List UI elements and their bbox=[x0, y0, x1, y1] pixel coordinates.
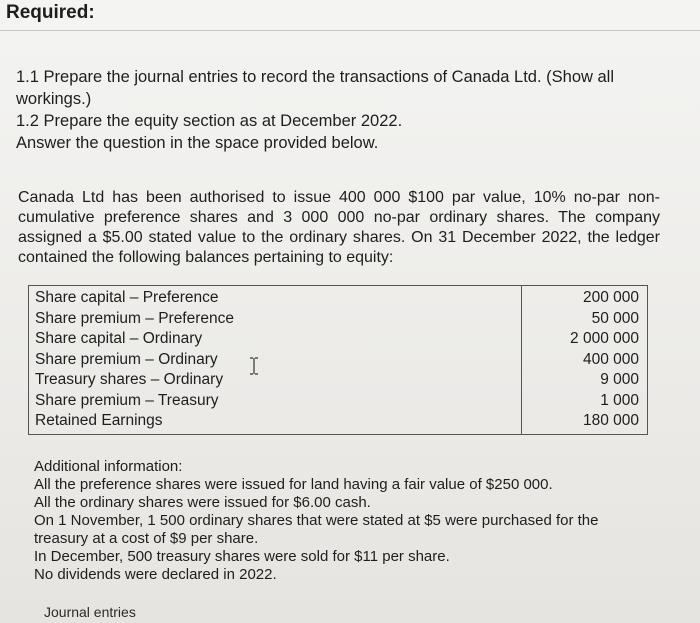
answer-instruction: Answer the question in the space provided below. bbox=[16, 134, 379, 152]
additional-title: Additional information: bbox=[34, 458, 183, 475]
question-1-2: 1.2 Prepare the equity section as at December 2022. bbox=[16, 112, 403, 130]
header-divider bbox=[0, 30, 700, 31]
ledger-table bbox=[28, 285, 648, 435]
question-1-1: 1.1 Prepare the journal entries to record the transactions of Canada Ltd. (Show all workings.) bbox=[16, 68, 615, 108]
ledger-amount: 2 000 000 bbox=[570, 330, 639, 347]
ledger-amount: 180 000 bbox=[582, 412, 639, 429]
additional-line: All the ordinary shares were issued for $6.00 cash. bbox=[34, 494, 371, 511]
additional-line: In December, 500 treasury shares were sold for $11 per share. bbox=[34, 548, 450, 565]
additional-line: All the preference shares were issued for land having a fair value of $250 000. bbox=[34, 476, 553, 493]
ledger-account: Share premium – Ordinary bbox=[35, 350, 218, 368]
ledger-row bbox=[29, 286, 648, 435]
required-heading: Required: bbox=[6, 2, 95, 23]
additional-information bbox=[34, 458, 634, 584]
ledger-amount: 50 000 bbox=[591, 309, 639, 327]
ledger-account: Share premium – Treasury bbox=[35, 391, 219, 409]
ledger-amounts-cell bbox=[522, 286, 648, 435]
ledger-account: Treasury shares – Ordinary bbox=[35, 371, 224, 388]
ledger-account: Retained Earnings bbox=[35, 412, 163, 429]
ledger-account: Share capital – Preference bbox=[35, 289, 219, 306]
intro-paragraph: Canada Ltd has been authorised to issue 400 000 $100 par value, 10% no-par non-cumulative preference shares and 3 000 000 no-par ordinary shares. The company assigned a $5.00 stated value to the ordinary shares. On 31 December 2022, the ledger contained the following balances pertaining to equity: bbox=[18, 189, 660, 266]
questions-block bbox=[16, 66, 676, 154]
additional-line: On 1 November, 1 500 ordinary shares that were stated at $5 were purchased for the treasury at a cost of $9 per share. bbox=[34, 512, 599, 547]
ledger-amount: 1 000 bbox=[600, 391, 639, 409]
ledger-account: Share capital – Ordinary bbox=[35, 330, 203, 347]
ledger-amount: 9 000 bbox=[600, 371, 639, 388]
ledger-amount: 200 000 bbox=[582, 289, 639, 306]
text-cursor-icon bbox=[248, 357, 260, 375]
ledger-account: Share premium – Preference bbox=[35, 309, 235, 327]
additional-line: No dividends were declared in 2022. bbox=[34, 566, 277, 583]
journal-entries-label: Journal entries bbox=[44, 604, 136, 620]
ledger-accounts-cell bbox=[29, 286, 522, 435]
ledger-amount: 400 000 bbox=[582, 350, 639, 368]
